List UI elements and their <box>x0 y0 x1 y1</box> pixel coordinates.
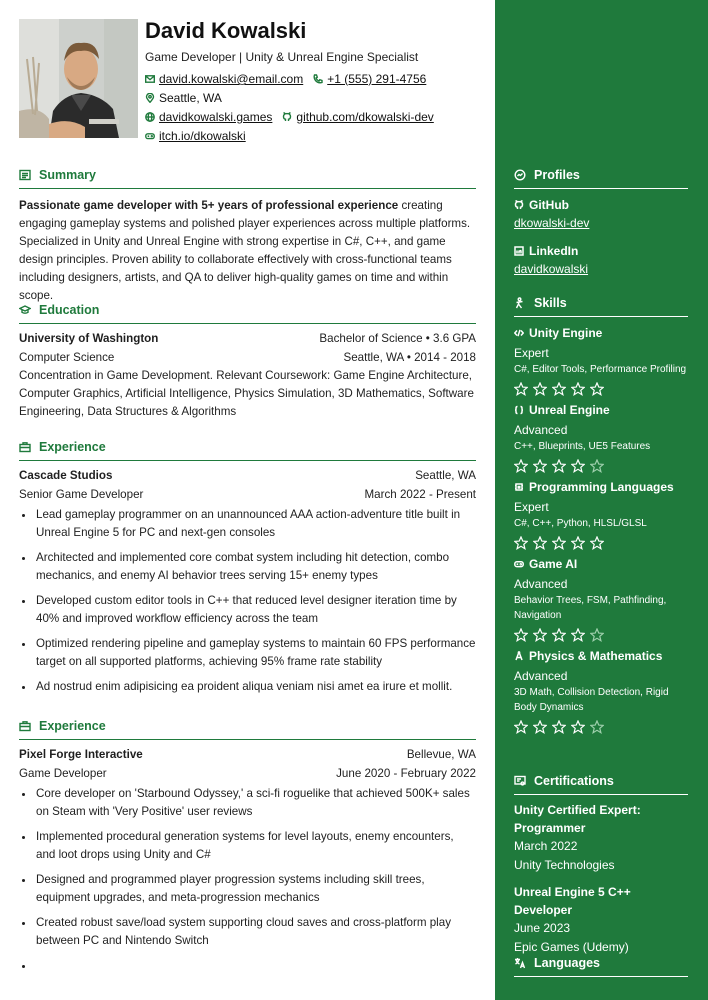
skill-name: Game AI <box>529 557 578 571</box>
bullet-item: • Architected and implemented core combat system including hit detection, combo mechanics, and enemy AI behavior trees serving 15+ enemy types <box>35 549 476 585</box>
skill-level: Advanced <box>514 423 568 437</box>
summary-body: creating engaging gameplay systems and polished player experiences across multiple platforms. Specialized in Unity and Unreal Engine with strong expertise in C#, C++, and game design principles. Proven ability to collaborate effectively with cross-functional teams including designers, artists, and QA to deliver high-quality games on time and within scope. <box>19 199 471 302</box>
skill-rating <box>514 382 688 396</box>
bullet-item <box>35 957 476 975</box>
bullet-item: • Implemented procedural generation systems for level layouts, enemy encounters, and loot drops using Unity and C# <box>35 828 476 864</box>
skill-item <box>514 647 688 734</box>
star-filled-icon <box>552 382 566 396</box>
skill-level: Expert <box>514 346 549 360</box>
star-filled-icon <box>552 459 566 473</box>
github-contact-item[interactable] <box>282 110 433 124</box>
skill-keywords: 3D Math, Collision Detection, Rigid Body Dynamics <box>514 687 669 713</box>
star-filled-icon <box>552 536 566 550</box>
experience-section-2 <box>19 717 476 982</box>
cert-name: Unity Certified Expert: Programmer <box>514 803 641 835</box>
job-row-2 <box>19 485 476 504</box>
certification-item <box>514 801 688 875</box>
candidate-name: David Kowalski <box>145 18 307 43</box>
translate-icon <box>514 957 526 969</box>
skill-keywords: Behavior Trees, FSM, Pathfinding, Navigation <box>514 595 667 621</box>
star-filled-icon <box>552 720 566 734</box>
profile-item <box>514 196 688 233</box>
field-of-study: Computer Science <box>19 351 115 364</box>
certifications-title: Certifications <box>534 774 614 788</box>
certification-item <box>514 883 688 957</box>
cert-issuer: Unity Technologies <box>514 858 615 872</box>
star-filled-icon <box>590 382 604 396</box>
languages-heading <box>514 954 688 977</box>
education-row-2 <box>19 348 476 367</box>
github-icon <box>514 200 524 210</box>
phone-item[interactable] <box>313 72 426 86</box>
job-dates: June 2020 - February 2022 <box>336 767 476 780</box>
phone-link[interactable]: +1 (555) 291-4756 <box>327 72 427 86</box>
globe-icon <box>145 112 155 122</box>
skill-name: Unity Engine <box>529 326 603 340</box>
star-filled-icon <box>571 459 585 473</box>
contact-row-2 <box>145 91 232 105</box>
education-details: Concentration in Game Development. Relevant Coursework: Game Engine Architecture, Computer Graphics, Artificial Intelligence, Physics Simulation, 3D Mathematics, Software Engineering, Data Structures & Algorithms <box>19 369 474 418</box>
job-row-1 <box>19 745 476 764</box>
experience-heading-2 <box>19 717 476 740</box>
star-filled-icon <box>571 382 585 396</box>
location-text: Seattle, WA <box>159 91 222 105</box>
job-location: Seattle, WA <box>415 469 476 482</box>
star-filled-icon <box>514 382 528 396</box>
skill-item <box>514 401 688 473</box>
itch-item[interactable] <box>145 129 246 143</box>
mail-icon <box>145 74 155 84</box>
experience-heading-1 <box>19 438 476 461</box>
experience-title-2: Experience <box>39 719 106 733</box>
job-row-2 <box>19 764 476 783</box>
bullet-item: • Lead gameplay programmer on an unannounced AAA action-adventure title built in Unreal Engine 5 for PC and next-gen consoles <box>35 506 476 542</box>
code-icon <box>514 328 524 338</box>
profiles-section <box>514 166 688 279</box>
map-pin-icon <box>145 93 155 103</box>
star-empty-icon <box>590 459 604 473</box>
summary-icon <box>19 169 31 181</box>
company-name: Cascade Studios <box>19 469 113 482</box>
star-filled-icon <box>590 536 604 550</box>
languages-section <box>514 954 688 977</box>
star-filled-icon <box>552 628 566 642</box>
bullet-item: • Optimized rendering pipeline and gameplay systems to maintain 60 FPS performance target on all supported platforms, achieving 95% frame rate stability <box>35 635 476 671</box>
bullet-item: • Created robust save/load system supporting cloud saves and cross-platform play between PC and Nintendo Switch <box>35 914 476 950</box>
skill-keywords: C#, Editor Tools, Performance Profiling <box>514 364 687 375</box>
star-filled-icon <box>514 459 528 473</box>
job-role: Senior Game Developer <box>19 488 144 501</box>
profile-item <box>514 242 688 279</box>
job-row-1 <box>19 466 476 485</box>
skill-level: Advanced <box>514 669 568 683</box>
star-filled-icon <box>571 628 585 642</box>
linkedin-icon <box>514 246 524 256</box>
experience-title-1: Experience <box>39 440 106 454</box>
profile-photo <box>19 19 138 138</box>
summary-heading <box>19 166 476 189</box>
contact-row-3 <box>145 110 444 124</box>
briefcase-icon <box>19 441 31 453</box>
star-filled-icon <box>533 382 547 396</box>
cert-date: March 2022 <box>514 839 578 853</box>
email-link[interactable]: david.kowalski@email.com <box>159 72 304 86</box>
skills-title: Skills <box>534 296 567 310</box>
profile-username-link[interactable]: dkowalski-dev <box>514 216 590 230</box>
skill-item <box>514 324 688 396</box>
skill-keywords: C++, Blueprints, UE5 Features <box>514 441 651 452</box>
skill-rating <box>514 536 688 550</box>
briefcase-icon <box>19 720 31 732</box>
skill-name: Unreal Engine <box>529 403 610 417</box>
star-filled-icon <box>533 459 547 473</box>
summary-section <box>19 166 476 305</box>
skill-item <box>514 478 688 550</box>
job-bullets <box>19 785 476 975</box>
email-item[interactable] <box>145 72 303 86</box>
job-dates: March 2022 - Present <box>364 488 476 501</box>
star-filled-icon <box>571 536 585 550</box>
phone-icon <box>313 74 323 84</box>
bullet-item: • Core developer on 'Starbound Odyssey,' a sci-fi roguelike that achieved 500K+ sales on Steam with 'Very Positive' user reviews <box>35 785 476 821</box>
cert-issuer: Epic Games (Udemy) <box>514 940 629 954</box>
skill-rating <box>514 628 688 642</box>
skill-keywords: C#, C++, Python, HLSL/GLSL <box>514 518 647 529</box>
experience-section-1 <box>19 438 476 703</box>
skill-level: Expert <box>514 500 549 514</box>
braces-icon <box>514 405 524 415</box>
star-filled-icon <box>533 720 547 734</box>
cert-name: Unreal Engine 5 C++ Developer <box>514 885 631 917</box>
star-filled-icon <box>533 536 547 550</box>
profile-username-link[interactable]: davidkowalski <box>514 262 589 276</box>
star-filled-icon <box>514 536 528 550</box>
skill-name: Programming Languages <box>529 480 674 494</box>
certifications-heading <box>514 772 688 795</box>
star-filled-icon <box>571 720 585 734</box>
github-icon <box>282 112 292 122</box>
education-row-1 <box>19 329 476 348</box>
gamepad-icon <box>145 131 155 141</box>
skills-icon <box>514 297 526 309</box>
github-link[interactable]: github.com/dkowalski-dev <box>296 110 434 124</box>
chip-icon <box>514 482 524 492</box>
profile-network: LinkedIn <box>529 244 579 258</box>
star-filled-icon <box>533 628 547 642</box>
location-item <box>145 91 222 105</box>
website-item[interactable] <box>145 110 272 124</box>
sidebar <box>495 0 708 1000</box>
profiles-title: Profiles <box>534 168 580 182</box>
skills-heading <box>514 294 688 317</box>
summary-bold: Passionate game developer with 5+ years of professional experience <box>19 199 399 212</box>
languages-title: Languages <box>534 956 600 970</box>
profile-network: GitHub <box>529 198 569 212</box>
gamepad-icon <box>514 559 524 569</box>
job-location: Bellevue, WA <box>406 748 476 761</box>
bullet-item: • Ad nostrud enim adipisicing ea proident aliqua veniam nisi amet ea irure et mollit. <box>35 678 476 696</box>
summary-title: Summary <box>39 168 96 182</box>
cert-date: June 2023 <box>514 921 571 935</box>
education-section <box>19 301 476 421</box>
contact-row-1 <box>145 72 436 86</box>
skill-level: Advanced <box>514 577 568 591</box>
job-bullets <box>19 506 476 696</box>
itch-link[interactable]: itch.io/dkowalski <box>159 129 246 143</box>
headline: Game Developer | Unity & Unreal Engine Specialist <box>145 50 419 64</box>
education-location-dates: Seattle, WA • 2014 - 2018 <box>343 351 476 364</box>
profiles-heading <box>514 166 688 189</box>
skill-rating <box>514 459 688 473</box>
star-filled-icon <box>514 720 528 734</box>
star-empty-icon <box>590 628 604 642</box>
school-name: University of Washington <box>19 332 159 345</box>
graduation-cap-icon <box>19 304 31 316</box>
chat-icon <box>514 169 526 181</box>
certifications-section <box>514 772 688 957</box>
education-title: Education <box>39 303 100 317</box>
skill-item <box>514 555 688 642</box>
skills-section <box>514 294 688 734</box>
star-empty-icon <box>590 720 604 734</box>
degree: Bachelor of Science • 3.6 GPA <box>319 332 476 345</box>
company-name: Pixel Forge Interactive <box>19 748 143 761</box>
bullet-item: • Developed custom editor tools in C++ that reduced level designer iteration time by 40% and improved workflow efficiency across the team <box>35 592 476 628</box>
certificate-icon <box>514 775 526 787</box>
summary-text <box>19 197 476 305</box>
skill-rating <box>514 720 688 734</box>
job-role: Game Developer <box>19 767 107 780</box>
star-filled-icon <box>514 628 528 642</box>
skill-name: Physics & Mathematics <box>529 649 663 663</box>
website-link[interactable]: davidkowalski.games <box>159 110 273 124</box>
education-heading <box>19 301 476 324</box>
contact-row-4 <box>145 129 256 143</box>
compass-icon <box>514 651 524 661</box>
bullet-item: • Designed and programmed player progression systems including skill trees, equipment upgrades, and meta-progression mechanics <box>35 871 476 907</box>
